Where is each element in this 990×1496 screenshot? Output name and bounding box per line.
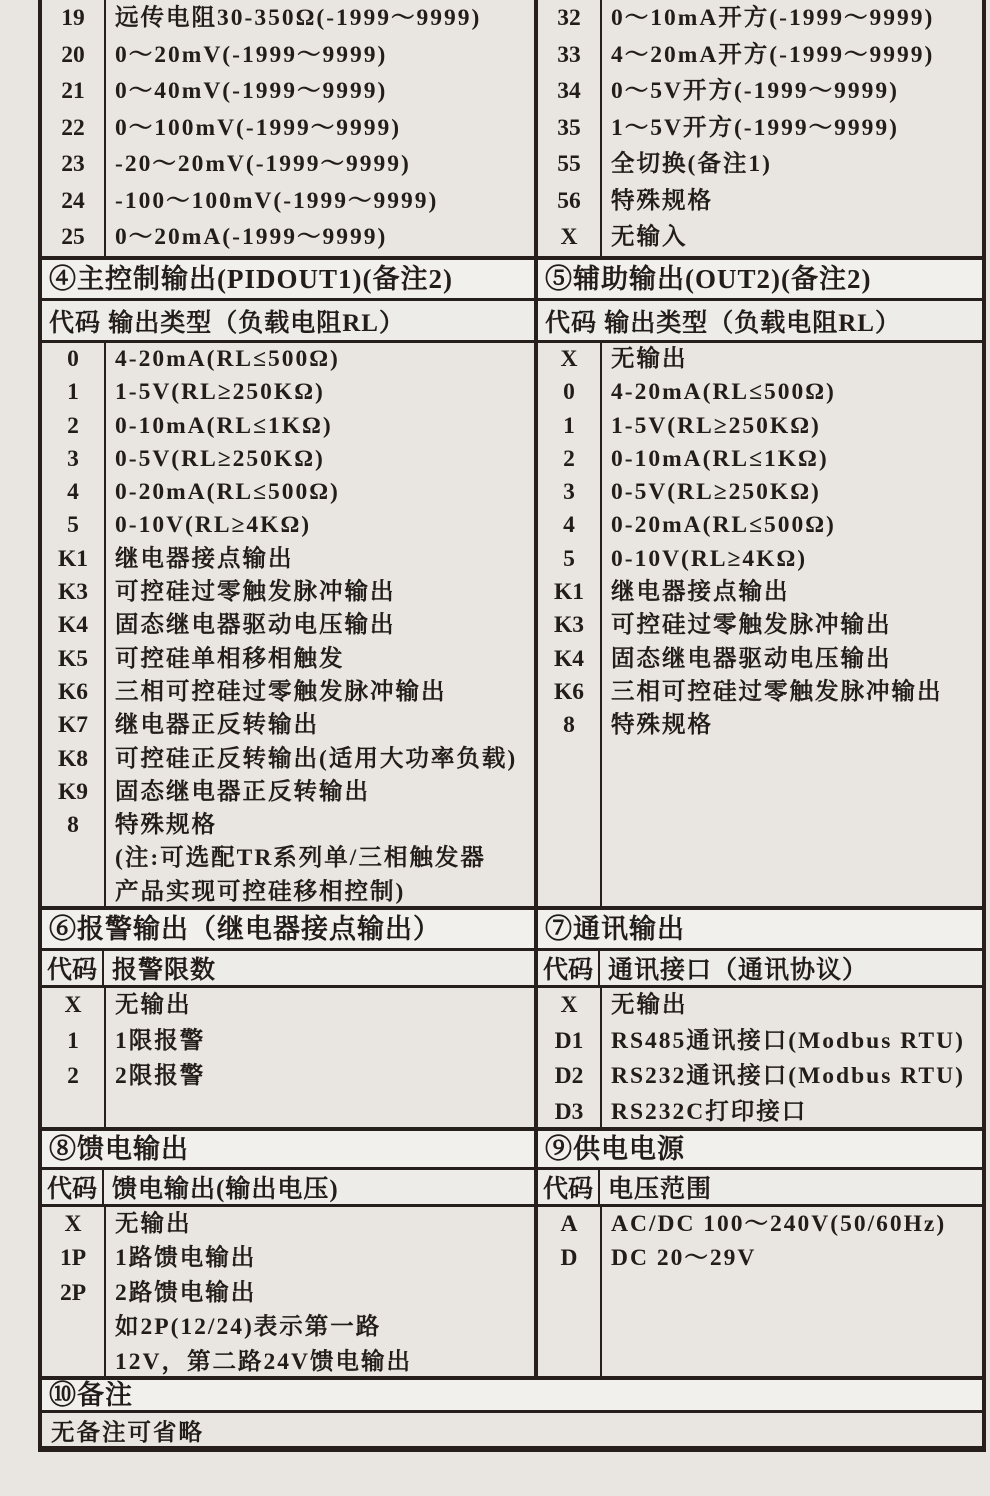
code-cell: 32 [557,5,581,31]
desc-cell: 0-5V(RL≥250KΩ) [611,479,821,506]
table-row [42,410,534,443]
code-cell: X [64,1211,82,1237]
code-cell: 23 [61,151,85,177]
code-column-label: 代码 [538,951,600,985]
desc-cell: 继电器接点输出 [611,579,790,606]
code-cell: 4 [67,479,79,506]
type-column-label: 馈电输出(输出电压) [112,1176,339,1203]
code-cell: 21 [61,78,85,104]
code-cell: K3 [553,612,585,639]
table-row [42,509,534,542]
table-row [538,576,982,609]
desc-cell: 无输出 [611,992,688,1018]
table-row [42,1207,534,1241]
desc-cell: 0～20mV(-1999～9999) [115,41,388,68]
desc-cell: 可控硅正反转输出(适用大功率负载) [115,745,518,772]
code-cell: 1 [67,1027,79,1054]
desc-cell: 远传电阻30-350Ω(-1999～9999) [115,5,482,31]
section-9-rows [538,1207,982,1276]
section-4-5-subheader [42,298,982,340]
code-cell: K4 [553,645,585,672]
desc-cell: 无输出 [115,1211,192,1237]
code-cell: K8 [57,745,89,772]
table-row [538,509,982,542]
code-cell: 2 [67,412,79,439]
desc-cell: 0-10V(RL≥4KΩ) [115,512,312,539]
desc-cell: RS485通讯接口(Modbus RTU) [611,1027,965,1054]
table-row [538,73,982,110]
code-cell: K4 [57,612,89,639]
table-row [42,609,534,642]
code-cell: X [560,992,578,1018]
desc-cell: AC/DC 100～240V(50/60Hz) [611,1211,947,1237]
code-cell: 0 [67,346,79,372]
desc-cell: 如2P(12/24)表示第一路 [115,1314,382,1341]
desc-cell: 0～40mV(-1999～9999) [115,78,388,104]
table-row [42,1310,534,1344]
code-cell: X [560,346,578,372]
code-cell [42,1345,104,1379]
code-cell: 33 [557,41,581,68]
desc-cell: 0-10mA(RL≤1KΩ) [115,412,333,439]
code-cell: 24 [61,187,85,214]
desc-cell: 特殊规格 [611,187,713,214]
table-row [42,146,534,183]
desc-cell: 4～20mA开方(-1999～9999) [611,41,935,68]
table-row [42,1345,534,1379]
section-4-5-body [42,340,982,906]
desc-cell: 固态继电器驱动电压输出 [611,645,892,672]
section-5-body [538,343,982,906]
table-row [538,988,982,1024]
code-cell: 5 [563,545,575,572]
code-cell: K6 [57,678,89,705]
type-column-label: 通讯接口（通讯协议） [608,957,869,984]
desc-cell: 4-20mA(RL≤500Ω) [611,379,836,406]
code-cell: 35 [557,114,581,141]
section-4-column-header: 代码 输出类型（负载电阻RL） [42,301,538,340]
desc-cell: 0-5V(RL≥250KΩ) [115,445,325,472]
code-cell: 56 [557,187,581,214]
code-cell: 22 [61,114,85,141]
desc-cell: RS232C打印接口 [611,1098,808,1125]
input-type-band [42,0,982,256]
table-row [42,1276,534,1310]
desc-cell: 1-5V(RL≥250KΩ) [115,379,325,406]
code-cell: 1 [67,379,79,406]
table-row [42,676,534,709]
code-cell: 20 [61,41,85,68]
section-6-body [42,988,538,1127]
desc-cell: 继电器正反转输出 [115,712,319,739]
desc-cell: DC 20～29V [611,1245,757,1272]
desc-cell: 三相可控硅过零触发脉冲输出 [115,678,447,705]
table-row [42,73,534,110]
section-4-body [42,343,538,906]
input-type-left-rows [42,0,534,256]
code-cell: 0 [563,379,575,406]
table-row [538,37,982,74]
code-cell: D3 [554,1098,584,1125]
table-row [42,110,534,147]
table-row [538,609,982,642]
table-row [42,809,534,842]
code-cell [42,876,104,909]
desc-cell: 0～10mA开方(-1999～9999) [611,5,935,31]
desc-cell: 1限报警 [115,1027,206,1054]
table-row [42,1241,534,1275]
desc-cell: 无输入 [611,224,688,250]
code-cell: A [560,1211,578,1237]
table-row [42,183,534,220]
section-8-title: ⑧馈电输出 [42,1131,538,1167]
table-row [538,1241,982,1275]
code-cell: 2 [67,1063,79,1089]
code-cell: K3 [57,579,89,606]
code-cell: 2 [563,445,575,472]
code-column-label: 代码 [42,1170,104,1204]
desc-cell: 0-10V(RL≥4KΩ) [611,545,808,572]
desc-cell: 全切换(备注1) [611,151,772,177]
code-cell: 8 [67,812,79,839]
code-cell: D2 [554,1063,584,1089]
desc-cell: 无输出 [611,346,688,372]
code-cell: K6 [553,678,585,705]
table-row [42,476,534,509]
code-cell: X [64,992,82,1018]
remark-note: 无备注可省略 [51,1419,204,1446]
code-cell: K7 [57,712,89,739]
desc-cell: -100～100mV(-1999～9999) [115,187,439,214]
section-7-title: ⑦通讯输出 [545,913,685,944]
table-row [538,709,982,742]
code-column-label: 代码 [538,1170,600,1204]
code-cell: K5 [57,645,89,672]
table-row [42,376,534,409]
table-row [538,643,982,676]
desc-cell: 可控硅单相移相触发 [115,645,345,672]
desc-cell: 可控硅过零触发脉冲输出 [115,579,396,606]
code-cell: 5 [67,512,79,539]
section-10-body [42,1410,982,1446]
desc-cell: 无输出 [115,992,192,1018]
section-4-title: ④主控制输出(PIDOUT1)(备注2) [42,260,538,298]
section-4-rows [42,343,534,909]
table-row [538,219,982,256]
desc-cell: 产品实现可控硅移相控制) [115,878,406,905]
section-7-column-header [538,951,982,985]
ordering-code-table [38,0,986,1452]
table-row [538,410,982,443]
desc-cell: 三相可控硅过零触发脉冲输出 [611,678,943,705]
input-type-right-body [538,0,982,256]
section-6-7-body [42,985,982,1127]
desc-cell: 12V，第二路24V馈电输出 [115,1348,412,1375]
desc-cell: 0～5V开方(-1999～9999) [611,78,899,104]
desc-cell: 1～5V开方(-1999～9999) [611,114,899,141]
code-cell: K1 [553,579,585,606]
code-cell: 2P [59,1279,87,1306]
table-row [42,743,534,776]
table-row [538,1095,982,1131]
code-cell: 8 [563,712,575,739]
desc-cell: 2路馈电输出 [115,1279,257,1306]
desc-cell: 2限报警 [115,1063,206,1089]
desc-cell: 1路馈电输出 [115,1245,257,1272]
code-cell: 19 [61,5,85,31]
code-cell: 1P [59,1245,87,1272]
table-row [42,37,534,74]
table-row [538,376,982,409]
table-row [538,146,982,183]
section-6-7-header [42,906,982,948]
section-9-column-header [538,1170,982,1204]
table-row [42,709,534,742]
table-row [538,110,982,147]
section-10-title: ⑩备注 [49,1379,133,1410]
section-8-9-subheader [42,1167,982,1204]
type-column-label: 报警限数 [112,957,217,984]
section-6-rows [42,988,534,1095]
desc-cell: 特殊规格 [115,812,217,839]
section-10-header [42,1376,982,1410]
table-row [42,543,534,576]
table-row [42,1059,534,1095]
code-cell: D [560,1245,578,1272]
section-7-body [538,988,982,1127]
table-row [42,1024,534,1060]
table-row [538,1207,982,1241]
input-type-right-rows [538,0,982,256]
desc-cell: 1-5V(RL≥250KΩ) [611,412,821,439]
section-5-column-header: 代码 输出类型（负载电阻RL） [545,309,901,337]
type-column-label: 电压范围 [608,1176,713,1203]
section-8-column-header [42,1170,538,1204]
section-9-body [538,1207,982,1376]
code-cell: X [560,224,578,250]
input-type-left-body [42,0,538,256]
table-row [42,876,534,909]
table-row [42,0,534,37]
code-cell: 55 [557,151,581,177]
table-row [42,776,534,809]
table-row [538,0,982,37]
code-cell: 4 [563,512,575,539]
desc-cell: 可控硅过零触发脉冲输出 [611,612,892,639]
desc-cell: 4-20mA(RL≤500Ω) [115,346,340,372]
table-row [42,643,534,676]
table-row [538,343,982,376]
section-8-body [42,1207,538,1376]
desc-cell: 固态继电器驱动电压输出 [115,612,396,639]
desc-cell: 0-20mA(RL≤500Ω) [115,479,340,506]
desc-cell: RS232通讯接口(Modbus RTU) [611,1063,965,1089]
section-5-title: ⑤辅助输出(OUT2)(备注2) [545,263,872,294]
desc-cell: (注:可选配TR系列单/三相触发器 [115,845,486,872]
desc-cell: 0-10mA(RL≤1KΩ) [611,445,829,472]
code-cell: 3 [563,479,575,506]
section-6-title: ⑥报警输出（继电器接点输出） [42,910,538,948]
table-row [538,676,982,709]
section-4-5-header [42,256,982,298]
code-cell: 34 [557,78,581,104]
table-row [42,988,534,1024]
code-cell [42,1310,104,1344]
code-cell: D1 [554,1027,584,1054]
code-cell [42,842,104,875]
section-7-rows [538,988,982,1130]
code-column-label: 代码 [42,951,104,985]
desc-cell: 0-20mA(RL≤500Ω) [611,512,836,539]
section-9-title: ⑨供电电源 [545,1133,685,1164]
table-row [538,476,982,509]
code-cell: K9 [57,778,89,805]
table-row [538,1059,982,1095]
section-8-rows [42,1207,534,1379]
code-cell: 25 [61,224,85,250]
section-6-7-subheader [42,948,982,985]
desc-cell: 0～20mA(-1999～9999) [115,224,388,250]
table-row [538,443,982,476]
section-6-column-header [42,951,538,985]
table-row [42,219,534,256]
section-8-9-header [42,1127,982,1167]
section-5-rows [538,343,982,743]
code-cell: 3 [67,445,79,472]
table-row [42,343,534,376]
table-row [42,842,534,875]
table-row [538,1024,982,1060]
table-row [538,543,982,576]
desc-cell: 继电器接点输出 [115,545,294,572]
desc-cell: -20～20mV(-1999～9999) [115,151,411,177]
section-8-9-body [42,1204,982,1376]
table-row [42,443,534,476]
code-cell: 1 [563,412,575,439]
desc-cell: 特殊规格 [611,712,713,739]
desc-cell: 固态继电器正反转输出 [115,778,370,805]
table-row [42,576,534,609]
desc-cell: 0～100mV(-1999～9999) [115,114,402,141]
table-row [538,183,982,220]
code-cell: K1 [57,545,89,572]
